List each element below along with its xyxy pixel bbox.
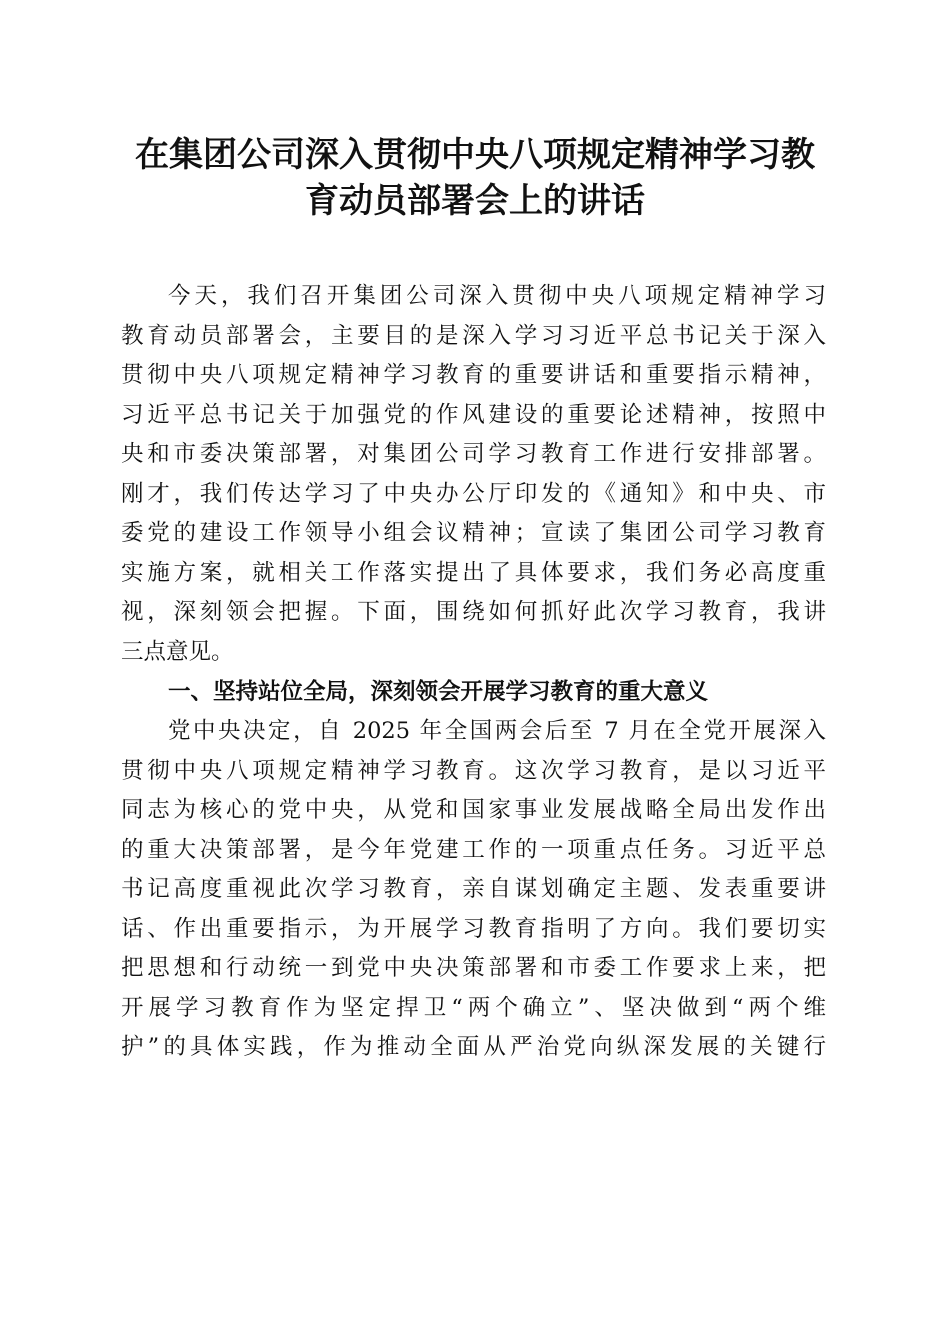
document-body: [121, 277, 826, 1068]
section-1-line: 开展学习教育作为坚定捍卫“两个确立”、坚决做到“两个维: [121, 994, 826, 1021]
intro-line: 委党的建设工作领导小组会议精神；宣读了集团公司学习教育: [121, 520, 826, 546]
section-1-line: 护”的具体实践，作为推动全面从严治党向纵深发展的关键行: [121, 1034, 826, 1060]
intro-line: 央和市委决策部署，对集团公司学习教育工作进行安排部署。: [121, 441, 826, 467]
title-line-2: 育动员部署会上的讲话: [305, 181, 645, 221]
intro-line: 今天，我们召开集团公司深入贯彻中央八项规定精神学习: [168, 283, 826, 309]
intro-line: 实施方案，就相关工作落实提出了具体要求，我们务必高度重: [121, 559, 826, 586]
section-1-line: 的重大决策部署，是今年党建工作的一项重点任务。习近平总: [121, 836, 826, 863]
document-title: [100, 132, 850, 224]
intro-line: 三点意见。: [121, 638, 234, 665]
intro-line: 视，深刻领会把握。下面，围绕如何抓好此次学习教育，我讲: [121, 599, 826, 625]
section-1-line: 书记高度重视此次学习教育，亲自谋划确定主题、发表重要讲: [121, 876, 826, 902]
title-line-1: 在集团公司深入贯彻中央八项规定精神学习教: [135, 135, 815, 175]
section-1-heading: 一、坚持站位全局，深刻领会开展学习教育的重大意义: [168, 679, 709, 705]
section-1-line: 把思想和行动统一到党中央决策部署和市委工作要求上来，把: [121, 955, 826, 981]
intro-paragraph: [121, 277, 826, 672]
intro-line: 习近平总书记关于加强党的作风建设的重要论述精神，按照中: [121, 401, 826, 428]
section-1-line: 同志为核心的党中央，从党和国家事业发展战略全局出发作出: [121, 797, 826, 823]
intro-line: 刚才，我们传达学习了中央办公厅印发的《通知》和中央、市: [121, 480, 826, 507]
section-1-line: 话、作出重要指示，为开展学习教育指明了方向。我们要切实: [121, 915, 826, 942]
intro-line: 贯彻中央八项规定精神学习教育的重要讲话和重要指示精神，: [121, 362, 826, 388]
section-1-paragraph: [121, 712, 826, 1068]
intro-line: 教育动员部署会，主要目的是深入学习习近平总书记关于深入: [121, 322, 826, 349]
section-1-line: 党中央决定，自 2025 年全国两会后至 7 月在全党开展深入: [168, 718, 826, 744]
section-1-line: 贯彻中央八项规定精神学习教育。这次学习教育，是以习近平: [121, 757, 826, 784]
